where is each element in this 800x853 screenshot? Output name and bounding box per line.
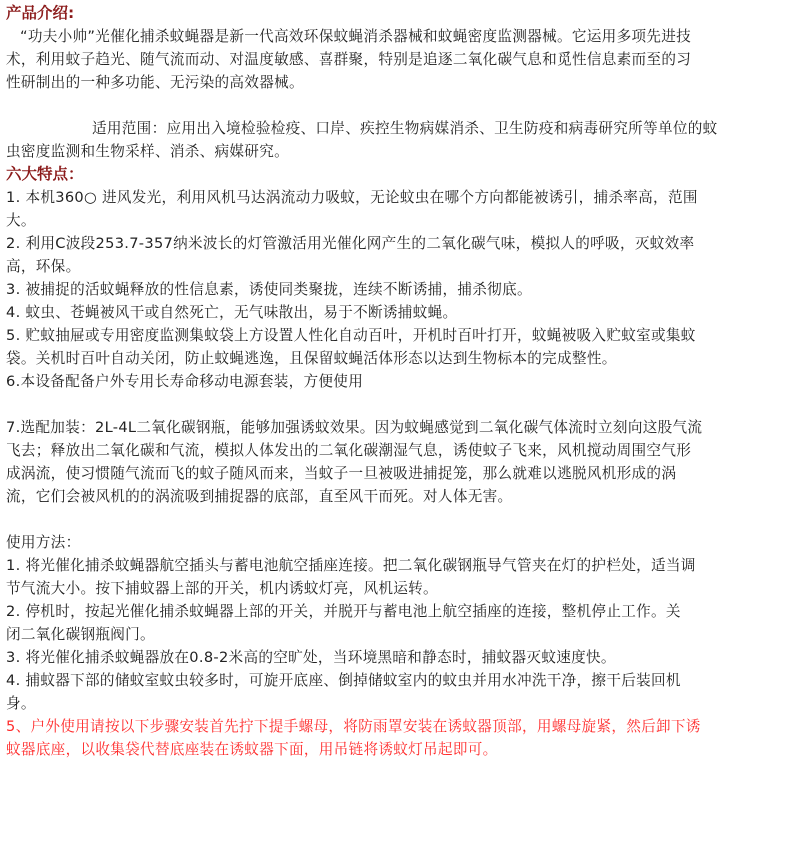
optional-line: 流，它们会被风机的的涡流吸到捕捉器的底部，直至风干而死。对人体无害。 xyxy=(6,488,513,505)
usage-line: 身。 xyxy=(6,695,36,712)
intro-line: “功夫小帅”光催化捕杀蚊蝇器是新一代高效环保蚊蝇消杀器械和蚊蝇密度监测器械。它运用多项先进技 xyxy=(20,28,692,45)
optional-line: 飞去；释放出二氧化碳和气流，模拟人体发出的二氧化碳潮湿气息，诱使蚊子飞来，风机搅动周围空气形 xyxy=(6,442,692,459)
feature-line: 2. 利用C波段253.7-357纳米波长的灯管激活用光催化网产生的二氧化碳气味，模拟人的呼吸，灭蚊效率 xyxy=(6,235,695,252)
intro-line: 性研制出的一种多功能、无污染的高效器械。 xyxy=(6,74,304,91)
feature-line: 袋。关机时百叶自动关闭，防止蚊蝇逃逸，且保留蚊蝇活体形态以达到生物标本的完成整性。 xyxy=(6,350,617,367)
outdoor-warning-line: 5、户外使用请按以下步骤安装首先拧下提手螺母，将防雨罩安装在诱蚊器顶部，用螺母旋紧，然后卸下诱 xyxy=(6,718,701,735)
features-heading: 六大特点： xyxy=(6,165,84,183)
feature-line: 高，环保。 xyxy=(6,258,81,275)
optional-line: 7.选配加装：2L-4L二氧化碳钢瓶，能够加强诱蚊效果。因为蚊蝇感觉到二氧化碳气体流时立刻向这股气流 xyxy=(6,419,703,436)
scope-line: 适用范围：应用出入境检验检疫、口岸、疾控生物病媒消杀、卫生防疫和病毒研究所等单位的蚊 xyxy=(92,120,718,137)
feature-line: 5. 贮蚊抽屉或专用密度监测集蚊袋上方设置人性化自动百叶，开机时百叶打开，蚊蝇被吸入贮蚊室或集蚊 xyxy=(6,327,696,344)
outdoor-warning-line: 蚊器底座，以收集袋代替底座装在诱蚊器下面，用吊链将诱蚊灯吊起即可。 xyxy=(6,741,498,758)
usage-line: 节气流大小。按下捕蚊器上部的开关，机内诱蚊灯亮，风机运转。 xyxy=(6,580,438,597)
usage-heading: 使用方法： xyxy=(6,534,81,551)
intro-line: 术，利用蚊子趋光、随气流而动、对温度敏感、喜群聚，特别是追逐二氧化碳气息和觅性信息素而至的习 xyxy=(6,51,692,68)
feature-line: 4. 蚊虫、苍蝇被风干或自然死亡，无气味散出，易于不断诱捕蚊蝇。 xyxy=(6,304,458,321)
usage-line: 1. 将光催化捕杀蚊蝇器航空插头与蓄电池航空插座连接。把二氧化碳钢瓶导气管夹在灯的护栏处，适当调 xyxy=(6,557,696,574)
usage-line: 2. 停机时，按起光催化捕杀蚊蝇器上部的开关，并脱开与蓄电池上航空插座的连接，整机停止工作。关 xyxy=(6,603,681,620)
spacer xyxy=(6,393,794,416)
usage-line: 3. 将光催化捕杀蚊蝇器放在0.8-2米高的空旷处，当环境黑暗和静态时，捕蚊器灭蚊速度快。 xyxy=(6,649,616,666)
usage-line: 闭二氧化碳钢瓶阀门。 xyxy=(6,626,155,643)
intro-heading: 产品介绍: xyxy=(6,4,75,22)
usage-line: 4. 捕蚊器下部的储蚊室蚊虫较多时，可旋开底座、倒掉储蚊室内的蚊虫并用水冲洗干净，擦干后装回机 xyxy=(6,672,681,689)
optional-line: 成涡流，使习惯随气流而飞的蚊子随风而来，当蚊子一旦被吸进捕捉笼，那么就难以逃脱风机形成的涡 xyxy=(6,465,677,482)
feature-line: 6.本设备配备户外专用长寿命移动电源套装，方便使用 xyxy=(6,373,364,390)
feature-line: 1. 本机360○ 进风发光，利用风机马达涡流动力吸蚊，无论蚊虫在哪个方向都能被诱引，捕杀率高，范围 xyxy=(6,189,698,206)
spacer xyxy=(6,508,794,531)
spacer xyxy=(6,94,794,117)
feature-line: 大。 xyxy=(6,212,36,229)
scope-line: 虫密度监测和生物采样、消杀、病媒研究。 xyxy=(6,143,289,160)
feature-line: 3. 被捕捉的活蚊蝇释放的性信息素，诱使同类聚拢，连续不断诱捕，捕杀彻底。 xyxy=(6,281,532,298)
